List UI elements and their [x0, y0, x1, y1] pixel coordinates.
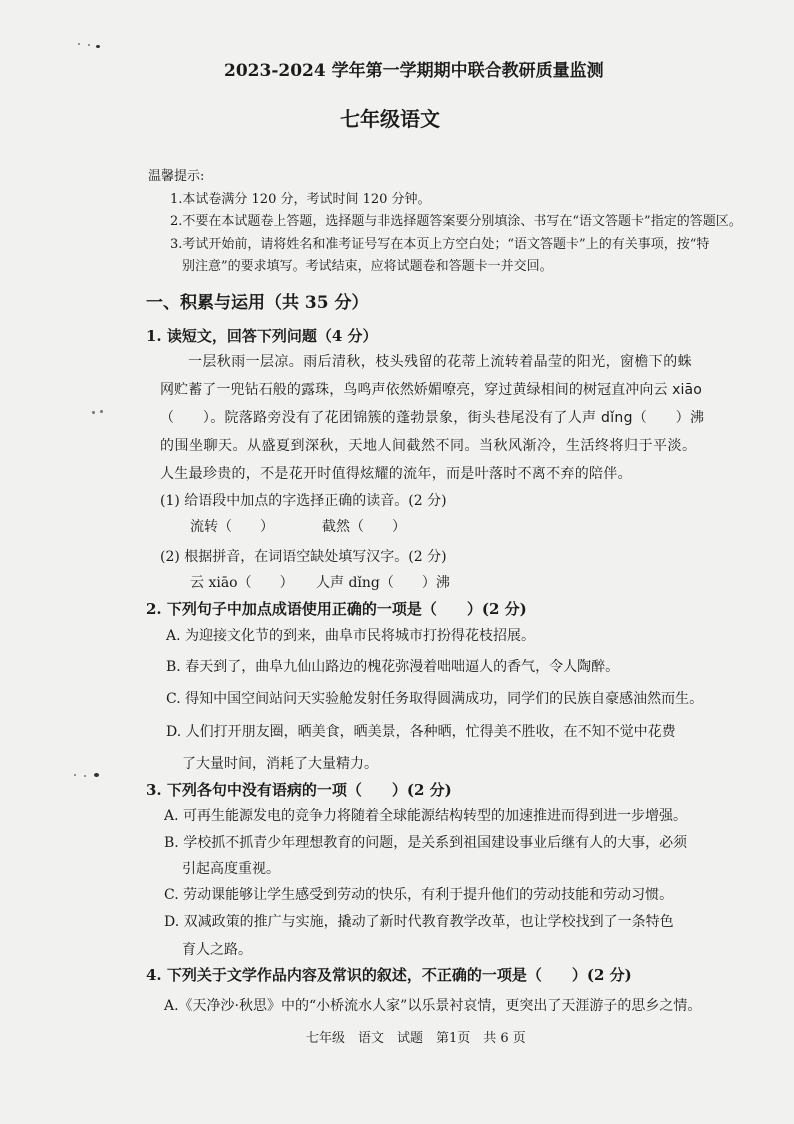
answer-blank[interactable]: 人声 dǐng（ ）沸 — [316, 575, 450, 591]
scan-speck — [84, 775, 86, 777]
question-title: 2. 下列句子中加点成语使用正确的一项是（ ）(2 分) — [146, 600, 527, 618]
option-text[interactable]: A. 为迎接文化节的到来，曲阜市民将城市打扮得花枝招展。 — [166, 628, 536, 644]
passage-line: 人生最珍贵的，不是花开时值得炫耀的流年，而是叶落时不离不弃的陪伴。 — [160, 466, 632, 482]
notice-item: 2.不要在本试题卷上答题，选择题与非选择题答案要分别填涂、书写在“语文答题卡”指定的答题区。 — [170, 214, 742, 229]
answer-blank[interactable]: 截然（ ） — [322, 519, 406, 535]
passage-line: 的围坐聊天。从盛夏到深秋，天地人间截然不同。当秋风渐冷，生活终将归于平淡。 — [160, 438, 697, 454]
exam-subtitle: 七年级语文 — [340, 107, 440, 131]
notice-heading: 温馨提示: — [148, 169, 205, 184]
scan-speck — [74, 774, 76, 776]
passage-line: 网贮蓄了一兜钻石般的露珠，鸟鸣声依然娇媚嘹亮，穿过黄绿相间的树冠直冲向云 xiāo — [160, 382, 702, 398]
option-text-cont: 育人之路。 — [182, 942, 252, 958]
answer-blank[interactable]: 云 xiāo（ ） — [190, 575, 294, 591]
subquestion: (2) 根据拼音，在词语空缺处填写汉字。(2 分) — [160, 549, 447, 565]
scan-speck — [96, 45, 100, 48]
section-title: 一、积累与运用（共 35 分） — [146, 293, 369, 313]
exam-title: 2023-2024 学年第一学期期中联合教研质量监测 — [224, 61, 604, 81]
notice-item: 别注意”的要求填写。考试结束，应将试题卷和答题卡一并交回。 — [182, 259, 553, 274]
scan-speck — [78, 43, 80, 45]
subquestion: (1) 给语段中加点的字选择正确的读音。(2 分) — [160, 493, 447, 509]
notice-item: 3.考试开始前，请将姓名和准考证号写在本页上方空白处；“语文答题卡”上的有关事项，按“特 — [170, 237, 710, 252]
option-text[interactable]: B. 春天到了，曲阜九仙山路边的槐花弥漫着咄咄逼人的香气，令人陶醉。 — [166, 659, 620, 675]
option-text[interactable]: D. 双减政策的推广与实施，撬动了新时代教育教学改革，也让学校找到了一条特色 — [164, 914, 674, 930]
question-title: 3. 下列各句中没有语病的一项（ ）(2 分) — [146, 781, 452, 799]
passage-line: （ ）。院落路旁没有了花团锦簇的蓬勃景象，街头巷尾没有了人声 dǐng（ ）沸 — [160, 410, 705, 426]
passage-line: 一层秋雨一层凉。雨后清秋，枝头残留的花蒂上流转着晶莹的阳光，窗檐下的蛛 — [188, 354, 692, 370]
scan-speck — [92, 411, 95, 414]
option-text[interactable]: D. 人们打开朋友圈，晒美食，晒美景，各种晒，忙得美不胜收，在不知不觉中花费 — [166, 724, 676, 740]
option-text[interactable]: B. 学校抓不抓青少年理想教育的问题，是关系到祖国建设事业后继有人的大事，必须 — [164, 835, 688, 851]
option-text[interactable]: A.《天净沙·秋思》中的“小桥流水人家”以乐景衬哀情，更突出了天涯游子的思乡之情。 — [164, 998, 702, 1014]
page-footer: 七年级 语文 试题 第1页 共 6 页 — [306, 1031, 526, 1046]
question-title: 4. 下列关于文学作品内容及常识的叙述，不正确的一项是（ ）(2 分) — [146, 966, 632, 984]
question-title: 1. 读短文，回答下列问题（4 分） — [146, 327, 378, 345]
scan-speck — [88, 44, 90, 46]
option-text[interactable]: A. 可再生能源发电的竞争力将随着全球能源结构转型的加速推进而得到进一步增强。 — [164, 808, 688, 824]
scan-speck — [100, 410, 103, 413]
answer-blank[interactable]: 流转（ ） — [190, 519, 274, 535]
notice-item: 1.本试卷满分 120 分，考试时间 120 分钟。 — [170, 192, 431, 207]
option-text[interactable]: C. 劳动课能够让学生感受到劳动的快乐，有利于提升他们的劳动技能和劳动习惯。 — [164, 887, 674, 903]
option-text-cont: 引起高度重视。 — [182, 861, 280, 877]
scan-speck — [94, 773, 99, 777]
option-text-cont: 了大量时间，消耗了大量精力。 — [182, 756, 378, 772]
option-text[interactable]: C. 得知中国空间站问天实验舱发射任务取得圆满成功，同学们的民族自豪感油然而生。 — [166, 691, 704, 707]
